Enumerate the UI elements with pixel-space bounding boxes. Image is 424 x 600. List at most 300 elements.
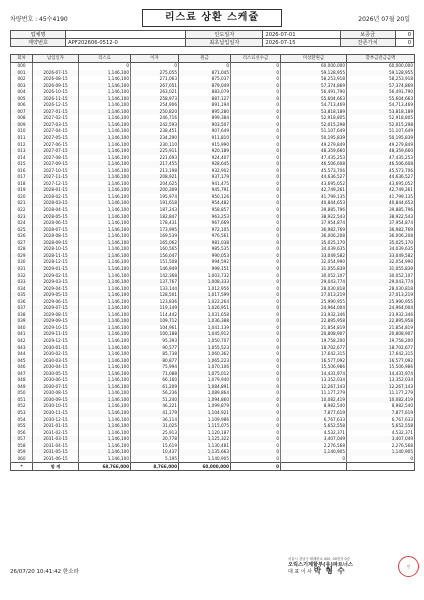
schedule-cell: 0 — [231, 279, 281, 286]
schedule-cell: 0 — [231, 364, 281, 371]
schedule-cell: 208,921 — [131, 174, 179, 181]
schedule-cell: 2028-02-15 — [33, 194, 79, 201]
schedule-cell: 056 — [11, 430, 33, 437]
schedule-cell: 31,025 — [131, 423, 179, 430]
schedule-cell: 60,000,000 — [281, 63, 347, 70]
schedule-cell: 907,649 — [179, 128, 231, 135]
schedule-cell: 1,146,100 — [79, 174, 131, 181]
schedule-cell: 0 — [231, 292, 281, 299]
schedule-cell: 031 — [11, 266, 33, 273]
schedule-cell: 1,146,100 — [79, 96, 131, 103]
schedule-cell: 1,055,523 — [179, 345, 231, 352]
schedule-cell: 60,000,000 — [347, 63, 415, 70]
schedule-cell: 1,146,100 — [79, 135, 131, 142]
schedule-cell: 1,060,362 — [179, 351, 231, 358]
schedule-cell: 13,352,034 — [281, 377, 347, 384]
schedule-cell: 2029-07-15 — [33, 305, 79, 312]
schedule-cell: 054 — [11, 417, 33, 424]
schedule-cell: 23,932,346 — [281, 312, 347, 319]
schedule-cell: 0 — [231, 286, 281, 293]
schedule-cell: 0 — [231, 253, 281, 260]
schedule-cell: 35,025,170 — [281, 240, 347, 247]
schedule-cell: 29,043,774 — [347, 279, 415, 286]
schedule-cell: 967,669 — [179, 220, 231, 227]
schedule-cell: 22,895,958 — [347, 318, 415, 325]
schedule-cell: 58,253,918 — [347, 76, 415, 83]
schedule-cell: 52,015,298 — [281, 122, 347, 129]
schedule-cell: 2,276,568 — [347, 443, 415, 450]
schedule-cell: 36,006,208 — [347, 233, 415, 240]
schedule-cell: 20,808,907 — [281, 331, 347, 338]
schedule-cell: 80,877 — [131, 358, 179, 365]
schedule-cell: 234,290 — [131, 135, 179, 142]
schedule-cell: 899,384 — [179, 115, 231, 122]
schedule-cell: 40,844,653 — [281, 200, 347, 207]
schedule-cell: 060 — [11, 456, 33, 463]
document-title: 리스료 상환 스케쥴 — [142, 9, 282, 27]
schedule-cell: 2029-09-15 — [33, 318, 79, 325]
schedule-cell: 25,913 — [131, 430, 179, 437]
schedule-cell: 160,565 — [131, 246, 179, 253]
schedule-cell: 2031-01-15 — [33, 423, 79, 430]
schedule-cell: 048 — [11, 377, 33, 384]
schedule-cell: 178,431 — [131, 220, 179, 227]
schedule-cell: 1,146,100 — [79, 403, 131, 410]
schedule-cell: 1,031,658 — [179, 312, 231, 319]
info-row — [11, 39, 414, 47]
schedule-cell: 0 — [231, 299, 281, 306]
schedule-cell: 012 — [11, 142, 33, 149]
schedule-cell: 0 — [231, 273, 281, 280]
schedule-cell: 2030-04-15 — [33, 364, 79, 371]
schedule-cell: 911,810 — [179, 135, 231, 142]
schedule-cell: 024 — [11, 220, 33, 227]
schedule-cell: 1,146,100 — [79, 305, 131, 312]
schedule-cell: 002 — [11, 76, 33, 83]
schedule-cell: 1,125,322 — [179, 436, 231, 443]
schedule-cell: 1,017,599 — [179, 292, 231, 299]
schedule-cell: 66,160 — [131, 377, 179, 384]
schedule-cell: 1,146,100 — [79, 233, 131, 240]
schedule-cell: 039 — [11, 318, 33, 325]
schedule-cell: 41,799,135 — [347, 194, 415, 201]
schedule-cell: 7,877,619 — [281, 410, 347, 417]
schedule-cell: 0 — [281, 456, 347, 463]
schedule-cell: 004 — [11, 89, 33, 96]
schedule-cell: 1,146,100 — [79, 102, 131, 109]
schedule-cell: 1,065,223 — [179, 358, 231, 365]
representative-name: 박 형 수 — [313, 566, 346, 575]
schedule-cell: 2026-09-15 — [33, 83, 79, 90]
info-value: 2026-07-15 — [263, 39, 340, 47]
schedule-cell: 10,082,419 — [281, 397, 347, 404]
schedule-cell: 2030-08-15 — [33, 390, 79, 397]
schedule-cell: 1,146,100 — [79, 148, 131, 155]
column-header: 리스료선수금 — [231, 55, 281, 63]
schedule-cell: 1,146,100 — [79, 449, 131, 456]
schedule-cell: 173,995 — [131, 227, 179, 234]
schedule-cell: 258,973 — [131, 96, 179, 103]
schedule-cell: 128,501 — [131, 292, 179, 299]
schedule-cell: 1,140,905 — [281, 449, 347, 456]
schedule-cell: 165,062 — [131, 240, 179, 247]
schedule-cell: 0 — [231, 259, 281, 266]
schedule-cell: 10,082,419 — [347, 397, 415, 404]
schedule-cell: 2028-09-15 — [33, 240, 79, 247]
schedule-cell: 985,535 — [179, 246, 231, 253]
schedule-cell: 47,435,253 — [281, 155, 347, 162]
info-value: 0 — [395, 31, 413, 39]
schedule-cell: 57,374,869 — [281, 83, 347, 90]
schedule-cell: 1,146,100 — [79, 122, 131, 129]
schedule-cell: 945,791 — [179, 187, 231, 194]
schedule-cell: 2030-09-15 — [33, 397, 79, 404]
schedule-cell: 015 — [11, 161, 33, 168]
schedule-cell: 2028-01-15 — [33, 187, 79, 194]
schedule-cell: 11,177,279 — [281, 390, 347, 397]
schedule-cell: 38,922,543 — [347, 214, 415, 221]
schedule-cell: 1,146,100 — [79, 253, 131, 260]
schedule-cell: 52,015,298 — [347, 122, 415, 129]
schedule-cell: 119,149 — [131, 305, 179, 312]
info-label: 보증금 — [340, 31, 395, 39]
schedule-cell: 2029-06-15 — [33, 299, 79, 306]
schedule-cell: 36,982,769 — [281, 227, 347, 234]
schedule-cell: 0 — [231, 174, 281, 181]
schedule-cell: 56,491,790 — [281, 89, 347, 96]
schedule-cell: 1,045,912 — [179, 331, 231, 338]
schedule-cell: 0 — [231, 371, 281, 378]
schedule-cell: 1,008,333 — [179, 279, 231, 286]
schedule-cell: 2026-07-15 — [33, 70, 79, 77]
schedule-cell: 1,146,100 — [79, 325, 131, 332]
schedule-cell: 2028-03-15 — [33, 200, 79, 207]
schedule-cell: 2029-02-15 — [33, 273, 79, 280]
schedule-cell: 146,949 — [131, 266, 179, 273]
schedule-cell: 28,030,818 — [347, 286, 415, 293]
schedule-cell: 2030-05-15 — [33, 371, 79, 378]
schedule-cell: 976,561 — [179, 233, 231, 240]
schedule-row — [11, 456, 415, 463]
totals-cell — [347, 463, 415, 471]
schedule-cell: 1,135,663 — [179, 449, 231, 456]
schedule-cell: 42,749,261 — [281, 187, 347, 194]
schedule-cell: 44,636,527 — [347, 174, 415, 181]
schedule-cell: 0 — [231, 456, 281, 463]
schedule-cell: 267,051 — [131, 83, 179, 90]
schedule-cell: 54,713,469 — [347, 102, 415, 109]
schedule-cell: 0 — [231, 443, 281, 450]
info-label: 최초납입일자 — [186, 39, 263, 47]
totals-cell: * — [11, 463, 33, 471]
schedule-cell: 59,128,955 — [347, 70, 415, 77]
schedule-cell: 1,146,100 — [79, 345, 131, 352]
schedule-cell: 46,506,608 — [347, 161, 415, 168]
schedule-cell: 0 — [131, 63, 179, 70]
schedule-cell: 2027-12-15 — [33, 181, 79, 188]
schedule-cell: 2031-05-15 — [33, 449, 79, 456]
schedule-cell: 21,854,819 — [347, 325, 415, 332]
schedule-cell: 034 — [11, 286, 33, 293]
schedule-cell: 2029-01-15 — [33, 266, 79, 273]
schedule-cell: 5,652,558 — [347, 423, 415, 430]
schedule-cell: 1,146,100 — [79, 358, 131, 365]
schedule-cell: 2030-06-15 — [33, 377, 79, 384]
schedule-cell: 6,767,633 — [281, 417, 347, 424]
schedule-cell: 041 — [11, 331, 33, 338]
schedule-cell: 887,127 — [179, 96, 231, 103]
totals-cell: 68,766,000 — [79, 463, 131, 471]
schedule-cell: 2031-06-15 — [33, 456, 79, 463]
schedule-cell: 2027-06-15 — [33, 142, 79, 149]
print-timestamp: 26/07/20 10:41:42 한소라 — [10, 569, 79, 575]
schedule-cell: 972,105 — [179, 227, 231, 234]
schedule-cell: 17,642,315 — [347, 351, 415, 358]
schedule-cell: 1,146,100 — [79, 128, 131, 135]
schedule-cell: 0 — [231, 63, 281, 70]
vehicle-number: 차량번호 : 45수4190 — [10, 16, 68, 23]
company-address: 서울시 강남구 테헤란로 000, 00빌딩 0층 — [288, 557, 350, 561]
schedule-cell: 023 — [11, 214, 33, 221]
schedule-cell: 006 — [11, 102, 33, 109]
schedule-cell: 028 — [11, 246, 33, 253]
column-header: 회차 — [11, 55, 33, 63]
schedule-cell: 954,482 — [179, 200, 231, 207]
schedule-cell: 1,146,100 — [79, 220, 131, 227]
schedule-cell: 55,604,663 — [347, 96, 415, 103]
schedule-cell: 52,918,805 — [281, 115, 347, 122]
schedule-cell: 2027-08-15 — [33, 155, 79, 162]
schedule-cell: 1,146,100 — [79, 371, 131, 378]
schedule-cell: 026 — [11, 233, 33, 240]
schedule-cell: 0 — [231, 155, 281, 162]
schedule-cell: 51,240 — [131, 397, 179, 404]
schedule-cell: 31,055,839 — [281, 266, 347, 273]
schedule-cell: 058 — [11, 443, 33, 450]
schedule-cell: 1,146,100 — [79, 299, 131, 306]
schedule-cell: 928,645 — [179, 161, 231, 168]
schedule-cell: 1,079,940 — [179, 377, 231, 384]
schedule-cell: 0 — [231, 331, 281, 338]
schedule-cell: 871,045 — [179, 70, 231, 77]
schedule-cell: 1,003,732 — [179, 273, 231, 280]
schedule-cell: 1,146,100 — [79, 207, 131, 214]
schedule-cell: 937,179 — [179, 174, 231, 181]
schedule-cell: 41,179 — [131, 410, 179, 417]
schedule-cell: 30,052,107 — [281, 273, 347, 280]
schedule-cell: 2027-04-15 — [33, 128, 79, 135]
schedule-cell: 007 — [11, 109, 33, 116]
schedule-cell: 48,359,660 — [281, 148, 347, 155]
schedule-cell: 200,309 — [131, 187, 179, 194]
schedule-cell: 33,049,582 — [281, 253, 347, 260]
schedule-cell: 0 — [231, 417, 281, 424]
schedule-cell: 14,431,974 — [347, 371, 415, 378]
schedule-cell: 2030-10-15 — [33, 403, 79, 410]
schedule-cell: 1,146,100 — [79, 377, 131, 384]
schedule-cell: 1,146,100 — [79, 200, 131, 207]
schedule-cell: 2030-12-15 — [33, 417, 79, 424]
schedule-cell: 0 — [231, 89, 281, 96]
schedule-cell: 1,146,100 — [79, 397, 131, 404]
schedule-cell: 142,368 — [131, 273, 179, 280]
schedule-cell: 38,922,543 — [281, 214, 347, 221]
schedule-cell: 2029-05-15 — [33, 292, 79, 299]
info-value: 2026-07-01 — [263, 31, 340, 39]
schedule-cell: 057 — [11, 436, 33, 443]
schedule-cell: 1,070,106 — [179, 364, 231, 371]
schedule-cell: 123,836 — [131, 299, 179, 306]
schedule-cell: 0 — [231, 403, 281, 410]
schedule-cell: 1,146,100 — [79, 410, 131, 417]
schedule-cell: 013 — [11, 148, 33, 155]
schedule-cell: 18,702,677 — [347, 345, 415, 352]
schedule-cell: 883,079 — [179, 89, 231, 96]
schedule-cell: 1,022,264 — [179, 299, 231, 306]
schedule-cell: 1,146,100 — [79, 76, 131, 83]
totals-row — [11, 463, 415, 471]
schedule-cell: 053 — [11, 410, 33, 417]
schedule-cell: 46,221 — [131, 403, 179, 410]
schedule-row — [11, 63, 415, 70]
schedule-cell: 040 — [11, 325, 33, 332]
schedule-cell: 1,120,187 — [179, 430, 231, 437]
schedule-cell: 891,194 — [179, 102, 231, 109]
schedule-cell: 1,146,100 — [79, 187, 131, 194]
schedule-cell: 242,593 — [131, 122, 179, 129]
representative — [288, 568, 398, 575]
schedule-cell: 32,054,990 — [281, 259, 347, 266]
schedule-cell: 2027-07-15 — [33, 148, 79, 155]
schedule-cell: 58,253,918 — [281, 76, 347, 83]
schedule-cell: 2030-11-15 — [33, 410, 79, 417]
schedule-cell: 14,431,974 — [281, 371, 347, 378]
schedule-cell: 1,146,100 — [79, 89, 131, 96]
schedule-cell: 56,236 — [131, 390, 179, 397]
schedule-cell: 2026-08-15 — [33, 76, 79, 83]
info-value: APF202606-0512-0 — [66, 39, 186, 47]
schedule-cell: 047 — [11, 371, 33, 378]
schedule-cell: 246,716 — [131, 115, 179, 122]
schedule-cell: 33,049,582 — [347, 253, 415, 260]
schedule-cell: 195,974 — [131, 194, 179, 201]
schedule-cell: 1,146,100 — [79, 423, 131, 430]
schedule-cell: 1,146,100 — [79, 456, 131, 463]
schedule-cell: 1,084,891 — [179, 384, 231, 391]
schedule-cell: 1,146,100 — [79, 318, 131, 325]
schedule-cell: 046 — [11, 364, 33, 371]
schedule-cell: 133,144 — [131, 286, 179, 293]
schedule-cell: 029 — [11, 253, 33, 260]
schedule-cell: 11,177,279 — [347, 390, 415, 397]
schedule-cell: 2026-10-15 — [33, 89, 79, 96]
schedule-cell: 0 — [231, 181, 281, 188]
schedule-cell: 20,778 — [131, 436, 179, 443]
schedule-cell: 48,359,660 — [347, 148, 415, 155]
schedule-cell: 37,954,874 — [281, 220, 347, 227]
schedule-cell: 0 — [231, 240, 281, 247]
schedule-cell: 036 — [11, 299, 33, 306]
schedule-cell: 915,990 — [179, 142, 231, 149]
schedule-cell: 182,847 — [131, 214, 179, 221]
schedule-cell: 2028-05-15 — [33, 214, 79, 221]
schedule-cell: 1,146,100 — [79, 259, 131, 266]
schedule-cell: 001 — [11, 70, 33, 77]
schedule-cell: 95,393 — [131, 338, 179, 345]
schedule-cell: 1,036,388 — [179, 318, 231, 325]
schedule-cell: 022 — [11, 207, 33, 214]
schedule-cell: 017 — [11, 174, 33, 181]
column-header: 납입일자 — [33, 55, 79, 63]
schedule-cell: 043 — [11, 345, 33, 352]
schedule-cell: 225,911 — [131, 148, 179, 155]
schedule-cell: 030 — [11, 259, 33, 266]
schedule-cell: 0 — [231, 135, 281, 142]
schedule-cell: 014 — [11, 155, 33, 162]
schedule-cell: 90,577 — [131, 345, 179, 352]
schedule-cell: 879,049 — [179, 83, 231, 90]
schedule-cell: 008 — [11, 115, 33, 122]
info-label: 인도일자 — [186, 31, 263, 39]
schedule-cell: 51,107,649 — [281, 128, 347, 135]
schedule-cell: 1,115,075 — [179, 423, 231, 430]
schedule-cell: 43,695,052 — [281, 181, 347, 188]
schedule-cell: 2026-11-15 — [33, 96, 79, 103]
schedule-cell: 0 — [231, 390, 281, 397]
document-date: 2026년 07월 20일 — [358, 16, 410, 23]
column-header: 원금 — [179, 55, 231, 63]
schedule-cell: 85,738 — [131, 351, 179, 358]
schedule-cell: 1,146,100 — [79, 273, 131, 280]
schedule-cell: 990,053 — [179, 253, 231, 260]
schedule-cell: 2031-03-15 — [33, 436, 79, 443]
schedule-cell: 24,964,004 — [347, 305, 415, 312]
schedule-cell: 1,130,481 — [179, 443, 231, 450]
info-label: 계약번호 — [11, 39, 66, 47]
schedule-cell: 151,508 — [131, 259, 179, 266]
schedule-cell: 1,146,100 — [79, 312, 131, 319]
schedule-cell: 1,075,012 — [179, 371, 231, 378]
schedule-cell: 1,140,905 — [179, 456, 231, 463]
schedule-cell: 038 — [11, 312, 33, 319]
schedule-cell: 0 — [231, 345, 281, 352]
schedule-cell: 8,982,540 — [347, 403, 415, 410]
totals-cell: 합 계 — [33, 463, 79, 471]
schedule-cell: 39,885,796 — [281, 207, 347, 214]
schedule-cell: 1,146,100 — [79, 292, 131, 299]
schedule-cell: 1,146,100 — [79, 364, 131, 371]
schedule-cell: 0 — [231, 200, 281, 207]
schedule-cell: 0 — [231, 266, 281, 273]
schedule-cell: 42,749,261 — [347, 187, 415, 194]
repayment-schedule-table — [10, 54, 415, 471]
schedule-cell: 16,577,092 — [281, 358, 347, 365]
schedule-cell: 032 — [11, 273, 33, 280]
schedule-cell: 035 — [11, 292, 33, 299]
schedule-cell: 238,451 — [131, 128, 179, 135]
schedule-cell: 1,146,100 — [79, 109, 131, 116]
schedule-cell: 2030-07-15 — [33, 384, 79, 391]
schedule-cell: 37,954,874 — [347, 220, 415, 227]
schedule-cell: 1,146,100 — [79, 443, 131, 450]
schedule-cell: 213,198 — [131, 168, 179, 175]
schedule-cell: 217,455 — [131, 161, 179, 168]
schedule-cell: 61,209 — [131, 384, 179, 391]
company-name: 오릭스기계할부(유)파트너스 — [288, 562, 353, 568]
schedule-cell: 0 — [231, 233, 281, 240]
schedule-cell: 0 — [231, 115, 281, 122]
schedule-cell: 230,110 — [131, 142, 179, 149]
